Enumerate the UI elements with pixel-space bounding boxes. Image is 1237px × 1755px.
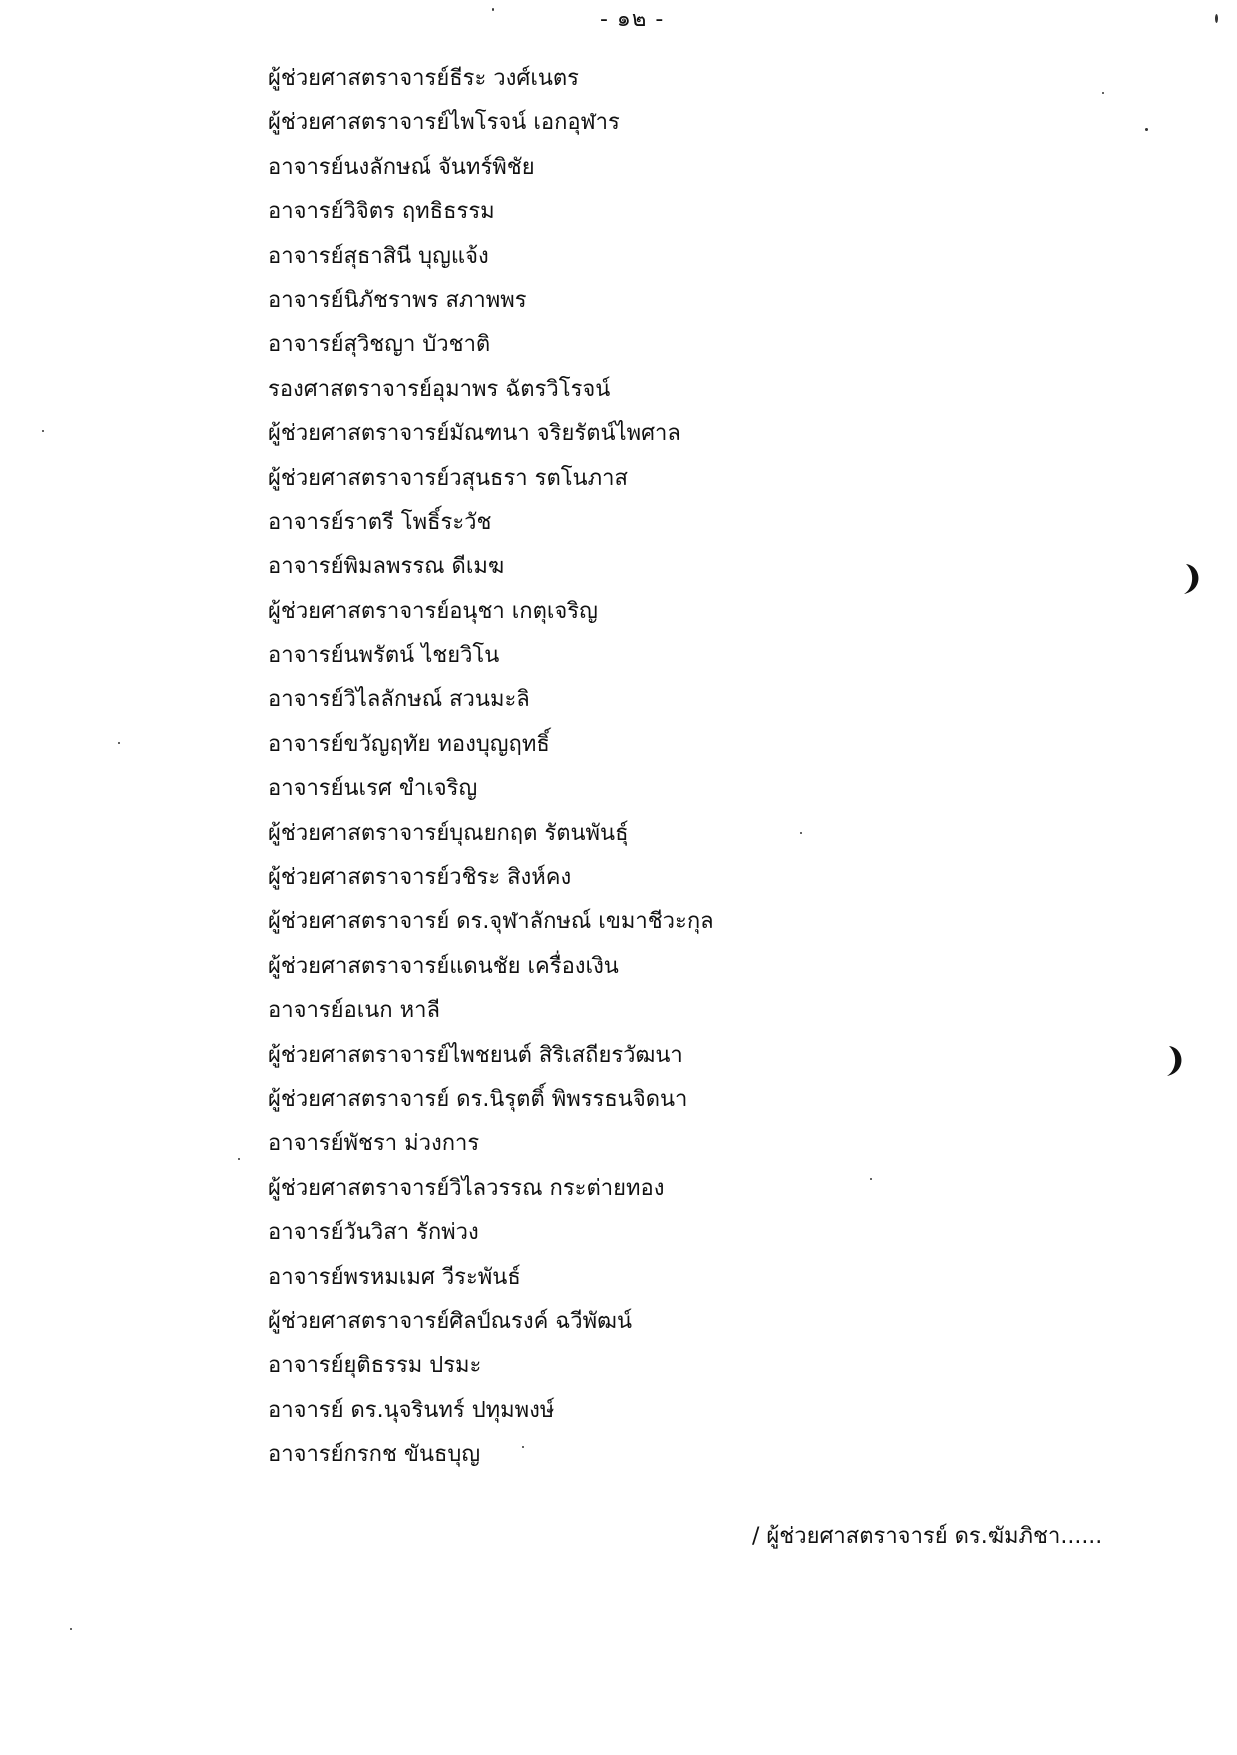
- name-line: อาจารย์อเนก หาลี: [268, 998, 440, 1024]
- punch-hole-mark: [1163, 1044, 1189, 1078]
- name-line: อาจารย์สุธาสินี บุญแจ้ง: [268, 243, 489, 269]
- name-line: ผู้ช่วยศาสตราจารย์ไพโรจน์ เอกอุฬาร: [268, 110, 620, 136]
- scan-speck: [1215, 14, 1218, 23]
- name-line: อาจารย์ราตรี โพธิ์ระวัช: [268, 509, 492, 535]
- scan-speck: [238, 1158, 240, 1160]
- name-line: อาจารย์นเรศ ขำเจริญ: [268, 776, 478, 802]
- name-line: ผู้ช่วยศาสตราจารย์ไพชยนต์ สิริเสถียรวัฒนา: [268, 1042, 683, 1068]
- name-list: [268, 64, 714, 1485]
- name-line: ผู้ช่วยศาสตราจารย์วชิระ สิงห์คง: [268, 865, 572, 891]
- name-line: อาจารย์พิมลพรรณ ดีเมฆ: [268, 554, 505, 580]
- scan-speck: [1102, 92, 1104, 94]
- name-line: อาจารย์นพรัตน์ ไชยวิโน: [268, 643, 500, 669]
- scan-speck: [118, 742, 120, 744]
- name-line: ผู้ช่วยศาสตราจารย์อนุชา เกตุเจริญ: [268, 598, 598, 624]
- name-line: อาจารย์กรกช ขันธบุญ: [268, 1442, 481, 1468]
- scan-speck: [522, 1446, 524, 1448]
- name-line: อาจารย์วิไลลักษณ์ สวนมะลิ: [268, 687, 530, 713]
- name-line: ผู้ช่วยศาสตราจารย์ ดร.นิรุตติ์ พิพรรธนจิดนา: [268, 1086, 688, 1112]
- page-number: - ๑๒ -: [600, 7, 665, 32]
- name-line: ผู้ช่วยศาสตราจารย์วสุนธรา รตโนภาส: [268, 465, 628, 491]
- name-line: ผู้ช่วยศาสตราจารย์ ดร.จุฬาลักษณ์ เขมาชีวะกุล: [268, 909, 714, 935]
- scan-speck: [70, 1628, 72, 1630]
- continuation-note: / ผู้ช่วยศาสตราจารย์ ดร.ฆัมภิชา......: [752, 1524, 1103, 1549]
- scan-speck: [800, 832, 802, 834]
- name-line: ผู้ช่วยศาสตราจารย์วิไลวรรณ กระต่ายทอง: [268, 1175, 665, 1201]
- scan-speck: [42, 430, 44, 432]
- punch-hole-mark: [1180, 562, 1206, 596]
- name-line: ผู้ช่วยศาสตราจารย์ธีระ วงศ์เนตร: [268, 66, 579, 91]
- name-line: อาจารย์วันวิสา รักพ่วง: [268, 1220, 479, 1246]
- name-line: ผู้ช่วยศาสตราจารย์ศิลป์ณรงค์ ฉวีพัฒน์: [268, 1308, 633, 1334]
- name-line: อาจารย์สุวิชญา บัวชาติ: [268, 332, 491, 358]
- scan-speck: [870, 1178, 872, 1180]
- scan-speck: [1145, 128, 1148, 131]
- scan-speck: [492, 8, 494, 11]
- name-line: อาจารย์ขวัญฤทัย ทองบุญฤทธิ์: [268, 731, 550, 757]
- name-line: ผู้ช่วยศาสตราจารย์มัณฑนา จริยรัตน์ไพศาล: [268, 421, 681, 447]
- name-line: ผู้ช่วยศาสตราจารย์แดนชัย เครื่องเงิน: [268, 953, 619, 979]
- name-line: อาจารย์ยุติธรรม ปรมะ: [268, 1353, 482, 1379]
- name-line: อาจารย์พรหมเมศ วีระพันธ์: [268, 1264, 521, 1290]
- name-line: อาจารย์นิภัชราพร สภาพพร: [268, 287, 527, 313]
- name-line: รองศาสตราจารย์อุมาพร ฉัตรวิโรจน์: [268, 376, 611, 402]
- name-line: ผู้ช่วยศาสตราจารย์บุณยกฤต รัตนพันธุ์: [268, 820, 629, 846]
- name-line: อาจารย์นงลักษณ์ จันทร์พิชัย: [268, 154, 535, 180]
- name-line: อาจารย์วิจิตร ฤทธิธรรม: [268, 199, 495, 225]
- name-line: อาจารย์ ดร.นุจรินทร์ ปทุมพงษ์: [268, 1397, 555, 1423]
- name-line: อาจารย์พัชรา ม่วงการ: [268, 1131, 480, 1157]
